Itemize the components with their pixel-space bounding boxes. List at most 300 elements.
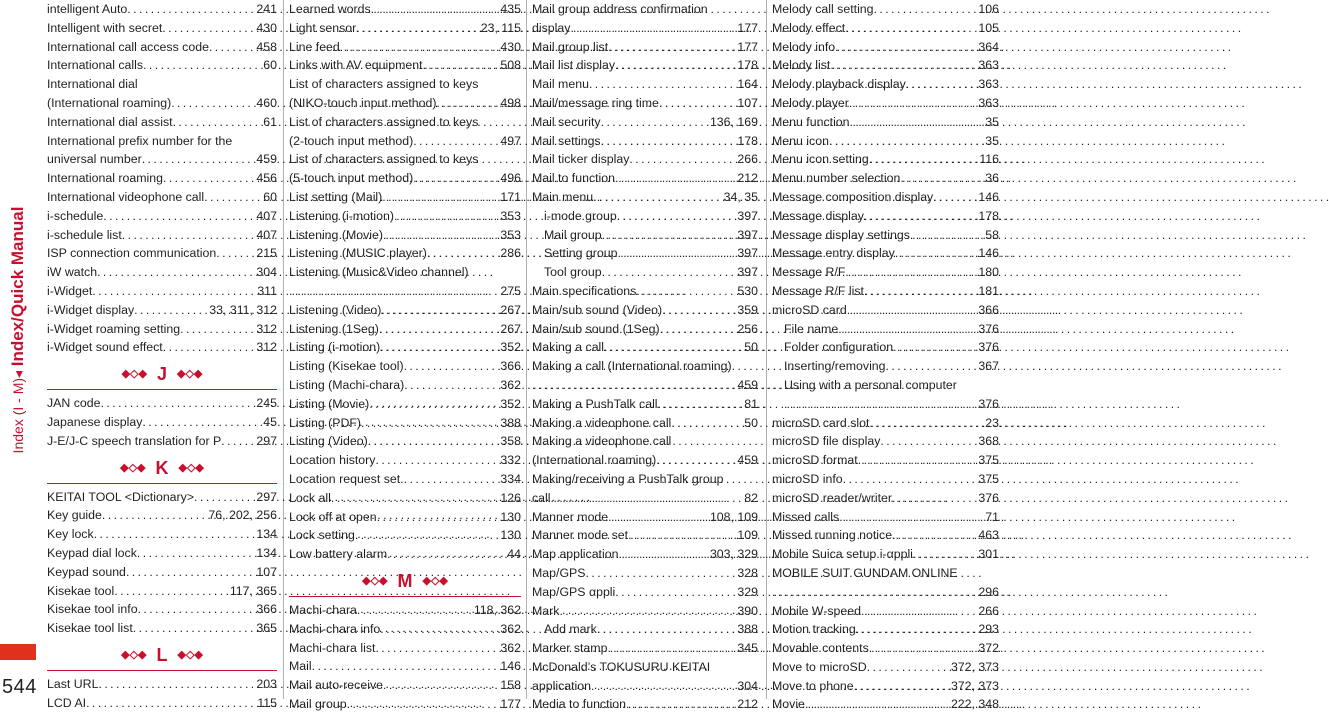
- entry-page: 364: [978, 39, 999, 54]
- entry-leader: [850, 113, 986, 132]
- index-entry: [289, 601, 521, 620]
- index-entry: [772, 56, 999, 75]
- entry-leader: [910, 226, 985, 245]
- entry-term: Message R/F: [772, 265, 846, 280]
- entry-leader: [880, 432, 978, 451]
- entry-term: intelligent Auto: [47, 2, 128, 16]
- entry-leader: [636, 282, 737, 301]
- entry-page: 60: [263, 58, 277, 73]
- entry-page: 363: [978, 77, 999, 92]
- entry-leader: [127, 0, 256, 19]
- entry-leader: [102, 506, 208, 525]
- entry-page: 459: [737, 453, 758, 468]
- entry-page: 359: [737, 302, 758, 317]
- entry-term: microSD info: [772, 471, 843, 486]
- entry-leader: [559, 602, 737, 621]
- index-entry: [47, 113, 277, 132]
- index-entry: [772, 207, 999, 226]
- index-entry: [289, 207, 521, 226]
- entry-leader: [163, 169, 256, 188]
- entry-leader: [864, 282, 978, 301]
- entry-term: Message entry display: [772, 246, 895, 261]
- entry-term: Mobile W-speed: [772, 603, 861, 618]
- entry-page: 177: [737, 39, 758, 54]
- entry-page: 116: [979, 152, 999, 167]
- ornament-right: ◆◇◆: [177, 368, 203, 381]
- entry-leader: [122, 226, 257, 245]
- entry-term: Setting group: [544, 246, 618, 261]
- entry-term: Media to function: [532, 697, 627, 712]
- index-entry: [532, 526, 758, 545]
- entry-page: 146: [978, 246, 999, 261]
- entry-term: application: [532, 678, 592, 693]
- entry-leader: [97, 263, 256, 282]
- entry-leader: [114, 582, 230, 601]
- entry-page: 328: [737, 565, 758, 580]
- index-entry: [47, 338, 277, 357]
- index-entry: [772, 19, 999, 38]
- index-entry-heading: MOBILE SUIT GUNDAM ONLINE: [772, 565, 958, 580]
- index-entry: [47, 600, 277, 619]
- entry-page: 164: [737, 77, 758, 92]
- index-entry: [47, 488, 277, 507]
- entry-page: 44: [507, 547, 521, 562]
- entry-term: Main specifications: [532, 283, 637, 298]
- index-entry: [47, 19, 277, 38]
- entry-term: i-schedule list: [47, 227, 122, 242]
- entry-leader: [180, 320, 256, 339]
- index-entry: [532, 19, 758, 38]
- index-entry: [47, 263, 277, 282]
- entry-leader: [204, 188, 263, 207]
- entry-leader: [340, 38, 501, 57]
- index-entry: [532, 451, 758, 470]
- entry-leader: [387, 545, 507, 564]
- entry-page: 312: [256, 321, 277, 336]
- entry-leader: [94, 525, 257, 544]
- index-entry: [772, 0, 999, 19]
- entry-leader: [142, 150, 257, 169]
- entry-term: Menu icon: [772, 133, 829, 148]
- index-entry-heading: List of characters assigned to keys: [289, 114, 479, 129]
- entry-list: [47, 488, 277, 638]
- entry-leader: [869, 414, 985, 433]
- entry-page: 58: [985, 227, 999, 242]
- index-entry: [289, 470, 521, 489]
- index-entry: [289, 19, 521, 38]
- index-entry: [289, 188, 521, 207]
- entry-leader: [839, 508, 985, 527]
- entry-term: International roaming: [47, 171, 163, 186]
- entry-page: 397: [737, 227, 758, 242]
- entry-page: 212: [737, 171, 758, 186]
- index-entry: [47, 150, 277, 169]
- entry-page: 498: [500, 95, 521, 110]
- entry-page: 362: [500, 640, 521, 655]
- entry-term: Mail: [289, 659, 312, 674]
- entry-page: 178: [978, 208, 999, 223]
- index-entry: [532, 564, 758, 583]
- index-entry: [47, 188, 277, 207]
- entry-page: 372: [978, 641, 999, 656]
- index-entry: [532, 113, 758, 132]
- index-entry: [289, 357, 521, 376]
- index-entry: [532, 207, 758, 226]
- entry-term: Light sensor: [289, 20, 357, 35]
- entry-term: (2-touch input method): [289, 133, 414, 148]
- entry-leader: [570, 19, 737, 38]
- entry-leader: [380, 338, 500, 357]
- entry-page: 352: [500, 340, 521, 355]
- entry-term: Listening (Video): [289, 302, 382, 317]
- index-entry: [772, 188, 999, 207]
- entry-page: 407: [256, 227, 277, 242]
- entry-list: [47, 675, 277, 713]
- entry-leader: [607, 639, 737, 658]
- entry-term: i-Widget sound effect: [47, 340, 163, 355]
- entry-page: 459: [256, 152, 277, 167]
- entry-page: 212: [737, 697, 758, 712]
- entry-page: 397: [737, 246, 758, 261]
- entry-term: Message display settings: [772, 227, 910, 242]
- side-tab-subtitle: Index (I - M)◂: [10, 370, 26, 454]
- entry-leader: [209, 38, 256, 57]
- entry-page: 362: [500, 621, 521, 636]
- entry-term: Mail/message ring time: [532, 95, 659, 110]
- entry-page: 177: [737, 20, 758, 35]
- entry-term: display: [532, 20, 571, 35]
- entry-page: 458: [256, 39, 277, 54]
- entry-page: 304: [737, 678, 758, 693]
- entry-page: 81: [744, 396, 758, 411]
- entry-leader: [656, 451, 737, 470]
- entry-term: Manner mode set: [532, 528, 629, 543]
- entry-page: 203: [256, 676, 277, 691]
- index-entry: [289, 395, 521, 414]
- entry-page: 117, 365: [229, 583, 277, 598]
- index-entry-heading: List of characters assigned to keys: [289, 77, 479, 92]
- index-entry: [772, 38, 999, 57]
- entry-page: 297: [256, 489, 277, 504]
- entry-term: Listing (Kisekae tool): [289, 359, 404, 374]
- entry-term: Main/sub sound (Video): [532, 302, 663, 317]
- entry-leader: [171, 94, 256, 113]
- index-entry: [772, 395, 999, 414]
- entry-page: 430: [256, 20, 277, 35]
- index-entry: [532, 75, 758, 94]
- index-entry: [532, 244, 758, 263]
- entry-page: 388: [500, 415, 521, 430]
- entry-leader: [615, 169, 737, 188]
- index-entry: [289, 639, 521, 658]
- entry-term: microSD card: [772, 302, 847, 317]
- index-entry: [772, 132, 999, 151]
- entry-leader: [383, 226, 500, 245]
- entry-page: 266: [978, 603, 999, 618]
- entry-page: 366: [978, 302, 999, 317]
- entry-page: 178: [737, 58, 758, 73]
- entry-page: 106: [978, 2, 999, 16]
- entry-term: J-E/J-C speech translation for P: [47, 433, 222, 448]
- index-entry: [772, 244, 999, 263]
- index-entry: [47, 413, 277, 432]
- entry-page: 508: [500, 58, 521, 73]
- index-entry: [772, 451, 999, 470]
- entry-leader: [858, 451, 979, 470]
- entry-page: 376: [978, 396, 999, 411]
- entry-page: 362: [500, 377, 521, 392]
- entry-page: 286: [500, 246, 521, 261]
- entry-term: i-Widget: [47, 283, 93, 298]
- entry-term: Motion tracking: [772, 622, 856, 637]
- entry-leader: [377, 508, 501, 527]
- index-entry-heading: McDonald’s TOKUSURU KEITAI: [532, 659, 711, 674]
- entry-leader: [597, 620, 738, 639]
- index-entry: [289, 376, 521, 395]
- entry-term: microSD card slot: [772, 415, 870, 430]
- entry-page: 109: [737, 528, 758, 543]
- entry-leader: [869, 639, 979, 658]
- index-entry: [47, 244, 277, 263]
- entry-leader: [847, 301, 979, 320]
- index-entry: [47, 0, 277, 19]
- entry-leader: [404, 357, 501, 376]
- entry-leader: [608, 38, 737, 57]
- entry-term: Listing (Video): [289, 434, 368, 449]
- entry-leader: [659, 94, 737, 113]
- entry-term: Manner mode: [532, 509, 609, 524]
- page-number: 544: [2, 676, 37, 698]
- entry-leader: [805, 695, 951, 714]
- entry-leader: [874, 0, 979, 19]
- entry-page: 303, 329: [709, 547, 758, 562]
- entry-term: Mail list display: [532, 58, 616, 73]
- entry-leader: [593, 188, 724, 207]
- index-entry: [47, 169, 277, 188]
- entry-page: 329: [737, 584, 758, 599]
- entry-term: Listening (Movie): [289, 227, 383, 242]
- entry-leader: [913, 545, 978, 564]
- entry-page: 50: [744, 415, 758, 430]
- index-entry: [289, 451, 521, 470]
- side-tab-title: Index/Quick Manual: [8, 206, 27, 367]
- entry-list: [47, 0, 277, 357]
- index-entry: [532, 56, 758, 75]
- entry-term: Message composition display: [772, 189, 934, 204]
- index-entry: [47, 226, 277, 245]
- entry-term: iW watch: [47, 265, 98, 280]
- entry-page: 23: [985, 415, 999, 430]
- index-entry: [289, 508, 521, 527]
- entry-page: 388: [737, 622, 758, 637]
- entry-page: 171: [500, 189, 521, 204]
- index-entry: [289, 414, 521, 433]
- index-entry: [47, 506, 277, 525]
- entry-page: 463: [978, 528, 999, 543]
- entry-term: Folder configuration: [784, 340, 894, 355]
- index-entry: [47, 38, 277, 57]
- index-entry: [532, 301, 758, 320]
- index-entry: [532, 94, 758, 113]
- index-entry-heading: Making a videophone call: [532, 434, 672, 449]
- entry-term: Listing (Movie): [289, 396, 370, 411]
- entry-page: 312: [256, 340, 277, 355]
- entry-page: 304: [256, 265, 277, 280]
- index-entry: [772, 357, 999, 376]
- entry-term: microSD format: [772, 453, 858, 468]
- index-entry: [532, 602, 758, 621]
- entry-page: 35: [985, 114, 999, 129]
- entry-term: Mark: [532, 603, 560, 618]
- entry-leader: [618, 545, 709, 564]
- entry-page: 82: [744, 490, 758, 505]
- entry-leader: [845, 263, 978, 282]
- entry-page: 267: [500, 302, 521, 317]
- entry-leader: [586, 564, 738, 583]
- index-entry: [289, 132, 521, 151]
- index-entry-heading: Making a call (International roaming): [532, 359, 732, 374]
- entry-page: 118, 362: [473, 602, 521, 617]
- index-entry: [772, 620, 999, 639]
- entry-leader: [589, 75, 737, 94]
- entry-term: Message R/F list: [772, 283, 864, 298]
- index-entry: [532, 620, 758, 639]
- ornament-left: ◆◇◆: [121, 649, 147, 661]
- entry-term: Location request set.: [289, 471, 404, 486]
- index-entry-heading: List of characters assigned to keys: [289, 152, 479, 167]
- entry-term: Listing (PDF): [289, 415, 362, 430]
- entry-leader: [602, 226, 738, 245]
- section-heading-j: [47, 360, 277, 390]
- entry-term: Marker stamp: [532, 641, 608, 656]
- entry-list: [532, 0, 758, 714]
- entry-leader: [137, 544, 257, 563]
- entry-leader: [626, 695, 737, 714]
- entry-term: Mail ticker display: [532, 152, 630, 167]
- section-letter: L: [156, 645, 168, 665]
- entry-term: Melody player: [772, 95, 849, 110]
- entry-page: 376: [978, 490, 999, 505]
- entry-leader: [357, 601, 474, 620]
- index-entry: [289, 695, 521, 714]
- entry-term: Links with AV equipment: [289, 58, 423, 73]
- entry-leader: [838, 320, 978, 339]
- entry-leader: [845, 19, 978, 38]
- index-entry: [289, 545, 521, 564]
- index-entry: [532, 282, 758, 301]
- index-entry: [772, 508, 999, 527]
- entry-page: 136, 169: [709, 114, 758, 129]
- entry-page: 34, 35: [723, 189, 758, 204]
- index-entry: [289, 301, 521, 320]
- entry-term: call: [532, 490, 551, 505]
- ornament-left: ◆◇◆: [121, 368, 147, 381]
- entry-leader: [173, 113, 264, 132]
- entry-term: Mail to function: [532, 171, 616, 186]
- entry-leader: [413, 132, 500, 151]
- entry-leader: [662, 301, 737, 320]
- index-entry: [532, 338, 758, 357]
- entry-leader: [103, 207, 256, 226]
- entry-term: i-mode group: [544, 208, 617, 223]
- entry-page: 222, 348: [950, 697, 999, 712]
- entry-page: 397: [737, 208, 758, 223]
- entry-leader: [601, 113, 710, 132]
- entry-page: 158: [500, 678, 521, 693]
- entry-page: 358: [500, 434, 521, 449]
- entry-leader: [380, 620, 500, 639]
- entry-page: 372, 373: [950, 659, 999, 674]
- index-entry: [772, 470, 999, 489]
- entry-leader: [615, 56, 737, 75]
- entry-term: International call access code: [47, 39, 209, 54]
- entry-page: 33, 311, 312: [209, 302, 277, 317]
- index-entry: [47, 694, 277, 713]
- entry-term: Listening (i-motion): [289, 208, 394, 223]
- entry-term: Mobile Suica setup i-αppli: [772, 547, 913, 562]
- entry-term: Location history: [289, 453, 376, 468]
- index-entry: [772, 677, 999, 696]
- entry-page: 105: [978, 20, 999, 35]
- index-entry: [532, 583, 758, 602]
- entry-page: 366: [256, 602, 277, 617]
- entry-leader: [86, 694, 257, 713]
- entry-term: Move to phone: [772, 678, 854, 693]
- entry-term: Mail security: [532, 114, 601, 129]
- entry-term: Map application: [532, 547, 619, 562]
- entry-term: LCD AI: [47, 695, 87, 710]
- index-entry: [289, 338, 521, 357]
- entry-term: International calls: [47, 58, 144, 73]
- entry-term: Inserting/removing: [784, 359, 886, 374]
- entry-term: Keypad dial lock: [47, 545, 137, 560]
- entry-page: 301: [978, 547, 999, 562]
- entry-leader: [867, 658, 951, 677]
- entry-page: 115: [257, 695, 277, 710]
- index-entry: [47, 207, 277, 226]
- section-letter: M: [397, 571, 413, 591]
- ornament-left: ◆◇◆: [362, 575, 388, 587]
- entry-term: Movie: [772, 697, 805, 712]
- index-entry: [772, 526, 999, 545]
- index-entry: [772, 414, 999, 433]
- entry-leader: [856, 620, 979, 639]
- entry-leader: [194, 488, 256, 507]
- index-entry: [289, 320, 521, 339]
- entry-page: 311: [257, 283, 277, 298]
- section-letter: J: [156, 364, 167, 385]
- entry-page: 332: [500, 453, 521, 468]
- entry-term: Main menu: [532, 189, 594, 204]
- entry-leader: [628, 526, 737, 545]
- entry-term: Kisekae tool: [47, 583, 115, 598]
- entry-page: 368: [978, 434, 999, 449]
- entry-list: [289, 601, 521, 714]
- entry-term: i-schedule: [47, 208, 104, 223]
- index-entry: [289, 0, 521, 19]
- entry-page: 353: [500, 208, 521, 223]
- entry-term: International videophone call: [47, 189, 205, 204]
- index-column-1: [47, 0, 277, 713]
- entry-page: 76, 202, 256: [208, 508, 277, 523]
- entry-page: 23, 115: [480, 20, 521, 35]
- index-entry: [289, 94, 521, 113]
- entry-leader: [427, 244, 501, 263]
- entry-term: microSD reader/writer: [772, 490, 893, 505]
- entry-leader: [134, 301, 209, 320]
- entry-leader: [892, 489, 978, 508]
- entry-page: 245: [256, 396, 277, 411]
